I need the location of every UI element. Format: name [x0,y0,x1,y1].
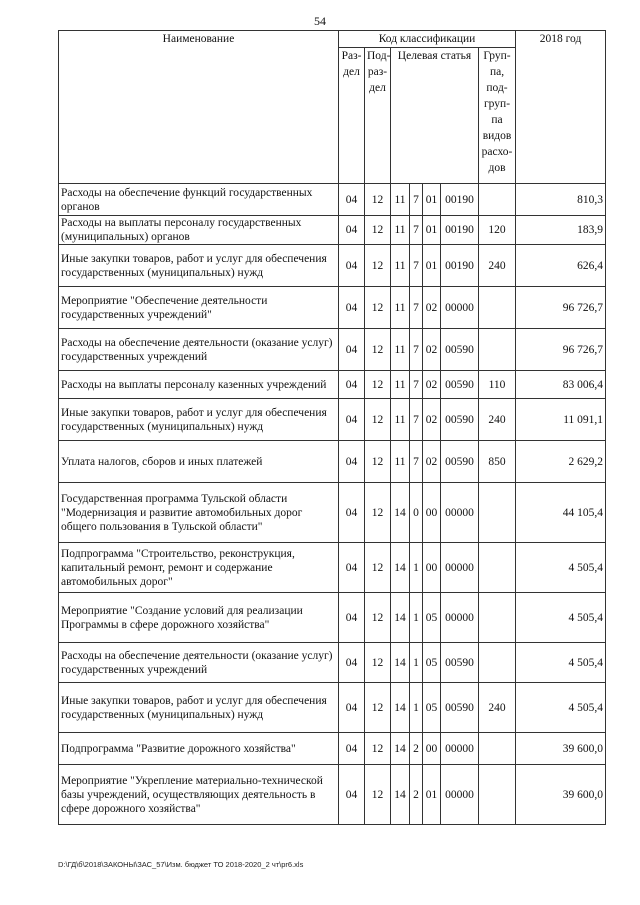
cell-t3: 05 [423,593,441,643]
cell-vr: 240 [479,399,516,441]
cell-rz: 04 [339,245,365,287]
table-row [59,483,606,543]
cell-pr: 12 [365,216,391,245]
cell-pr: 12 [365,441,391,483]
cell-pr: 12 [365,399,391,441]
cell-name: Расходы на обеспечение деятельности (оказание услуг) государственных учреждений [59,643,339,683]
cell-t3: 02 [423,441,441,483]
cell-t1: 11 [391,441,410,483]
cell-t4: 00590 [441,371,479,399]
header-code: Код классификации [339,31,516,48]
cell-t2: 7 [410,216,423,245]
cell-t4: 00590 [441,399,479,441]
cell-t3: 01 [423,184,441,216]
cell-vr: 850 [479,441,516,483]
cell-t1: 14 [391,683,410,733]
cell-rz: 04 [339,643,365,683]
table-body [59,184,606,825]
cell-amount: 4 505,4 [516,683,606,733]
cell-t3: 02 [423,329,441,371]
file-path-footer: D:\ГД\б\2018\ЗАКОНЫ\ЗАС_57\Изм. бюджет ТО 2018-2020_2 чт\pr6.xls [58,860,304,869]
cell-vr [479,287,516,329]
table-row [59,543,606,593]
cell-t3: 01 [423,765,441,825]
cell-t4: 00000 [441,483,479,543]
cell-rz: 04 [339,593,365,643]
cell-pr: 12 [365,683,391,733]
cell-t4: 00000 [441,287,479,329]
budget-table [58,30,606,825]
cell-name: Расходы на выплаты персоналу государственных (муниципальных) органов [59,216,339,245]
cell-amount: 4 505,4 [516,593,606,643]
cell-t2: 7 [410,245,423,287]
cell-name: Иные закупки товаров, работ и услуг для обеспечения государственных (муниципальных) нужд [59,245,339,287]
cell-t2: 1 [410,683,423,733]
cell-name: Государственная программа Тульской области "Модернизация и развитие автомобильных дорог общего пользования в Тульской области" [59,483,339,543]
table-row [59,593,606,643]
table-row [59,441,606,483]
table-row [59,765,606,825]
cell-t4: 00000 [441,733,479,765]
cell-name: Иные закупки товаров, работ и услуг для обеспечения государственных (муниципальных) нужд [59,683,339,733]
cell-amount: 96 726,7 [516,329,606,371]
cell-t4: 00000 [441,593,479,643]
cell-t4: 00000 [441,543,479,593]
cell-rz: 04 [339,329,365,371]
cell-t1: 14 [391,643,410,683]
cell-t4: 00000 [441,765,479,825]
cell-vr: 240 [479,683,516,733]
cell-amount: 83 006,4 [516,371,606,399]
cell-pr: 12 [365,371,391,399]
page-number: 54 [314,14,326,28]
cell-name: Иные закупки товаров, работ и услуг для обеспечения государственных (муниципальных) нужд [59,399,339,441]
cell-t1: 14 [391,593,410,643]
cell-t2: 1 [410,593,423,643]
table-row [59,245,606,287]
header-year: 2018 год [516,31,606,184]
cell-t3: 02 [423,399,441,441]
cell-amount: 39 600,0 [516,765,606,825]
cell-pr: 12 [365,184,391,216]
cell-amount: 2 629,2 [516,441,606,483]
cell-t4: 00590 [441,683,479,733]
cell-rz: 04 [339,184,365,216]
table-row [59,399,606,441]
cell-amount: 810,3 [516,184,606,216]
header-name: Наименование [59,31,339,184]
cell-name: Подпрограмма "Развитие дорожного хозяйства" [59,733,339,765]
cell-amount: 183,9 [516,216,606,245]
cell-rz: 04 [339,216,365,245]
cell-pr: 12 [365,643,391,683]
cell-vr: 240 [479,245,516,287]
cell-vr [479,643,516,683]
cell-t2: 7 [410,287,423,329]
cell-t2: 7 [410,399,423,441]
table-row [59,287,606,329]
cell-t3: 01 [423,245,441,287]
cell-t4: 00590 [441,441,479,483]
header-target: Целевая статья [391,48,479,184]
table-row [59,329,606,371]
cell-t1: 11 [391,216,410,245]
cell-pr: 12 [365,329,391,371]
cell-rz: 04 [339,683,365,733]
cell-pr: 12 [365,543,391,593]
cell-vr [479,733,516,765]
cell-t2: 1 [410,543,423,593]
cell-t4: 00590 [441,329,479,371]
cell-rz: 04 [339,399,365,441]
cell-pr: 12 [365,733,391,765]
table-row [59,371,606,399]
cell-rz: 04 [339,765,365,825]
cell-vr [479,765,516,825]
cell-amount: 11 091,1 [516,399,606,441]
cell-t1: 14 [391,733,410,765]
cell-vr [479,543,516,593]
cell-t1: 11 [391,245,410,287]
cell-pr: 12 [365,287,391,329]
cell-t4: 00190 [441,245,479,287]
cell-pr: 12 [365,483,391,543]
cell-name: Уплата налогов, сборов и иных платежей [59,441,339,483]
header-group: Груп- па, под- груп- па видов расхо- дов [479,48,516,184]
cell-name: Мероприятие "Укрепление материально-технической базы учреждений, осуществляющих деятельность в сфере дорожного хозяйства" [59,765,339,825]
cell-t4: 00590 [441,643,479,683]
cell-t1: 11 [391,399,410,441]
cell-name: Подпрограмма "Строительство, реконструкция, капитальный ремонт, ремонт и содержание автомобильных дорог" [59,543,339,593]
cell-t1: 14 [391,765,410,825]
header-podrazdel: Под- раз- дел [365,48,391,184]
cell-t3: 01 [423,216,441,245]
cell-rz: 04 [339,441,365,483]
cell-amount: 4 505,4 [516,643,606,683]
cell-t3: 02 [423,371,441,399]
cell-amount: 39 600,0 [516,733,606,765]
cell-rz: 04 [339,543,365,593]
cell-t1: 14 [391,543,410,593]
table-row [59,683,606,733]
header-razdel: Раз- дел [339,48,365,184]
cell-vr [479,483,516,543]
cell-t2: 7 [410,329,423,371]
cell-amount: 44 105,4 [516,483,606,543]
cell-vr: 120 [479,216,516,245]
table-row [59,184,606,216]
cell-pr: 12 [365,765,391,825]
cell-rz: 04 [339,733,365,765]
table-row [59,643,606,683]
cell-t3: 00 [423,483,441,543]
cell-t2: 2 [410,765,423,825]
cell-rz: 04 [339,371,365,399]
cell-pr: 12 [365,593,391,643]
cell-t3: 05 [423,643,441,683]
cell-t2: 7 [410,441,423,483]
cell-t3: 00 [423,543,441,593]
cell-t2: 2 [410,733,423,765]
cell-rz: 04 [339,483,365,543]
cell-amount: 626,4 [516,245,606,287]
cell-t1: 11 [391,329,410,371]
cell-vr: 110 [479,371,516,399]
cell-t2: 7 [410,184,423,216]
cell-t2: 7 [410,371,423,399]
cell-t3: 00 [423,733,441,765]
cell-name: Мероприятие "Создание условий для реализации Программы в сфере дорожного хозяйства" [59,593,339,643]
cell-t1: 11 [391,184,410,216]
cell-name: Мероприятие "Обеспечение деятельности государственных учреждений" [59,287,339,329]
cell-pr: 12 [365,245,391,287]
cell-rz: 04 [339,287,365,329]
cell-t2: 1 [410,643,423,683]
cell-t4: 00190 [441,216,479,245]
table-row [59,216,606,245]
cell-t2: 0 [410,483,423,543]
cell-t3: 02 [423,287,441,329]
cell-t4: 00190 [441,184,479,216]
cell-t1: 14 [391,483,410,543]
cell-amount: 4 505,4 [516,543,606,593]
cell-vr [479,329,516,371]
cell-name: Расходы на обеспечение деятельности (оказание услуг) государственных учреждений [59,329,339,371]
cell-name: Расходы на обеспечение функций государственных органов [59,184,339,216]
cell-t1: 11 [391,287,410,329]
cell-t3: 05 [423,683,441,733]
cell-name: Расходы на выплаты персоналу казенных учреждений [59,371,339,399]
cell-vr [479,184,516,216]
cell-t1: 11 [391,371,410,399]
cell-vr [479,593,516,643]
table-row [59,733,606,765]
cell-amount: 96 726,7 [516,287,606,329]
